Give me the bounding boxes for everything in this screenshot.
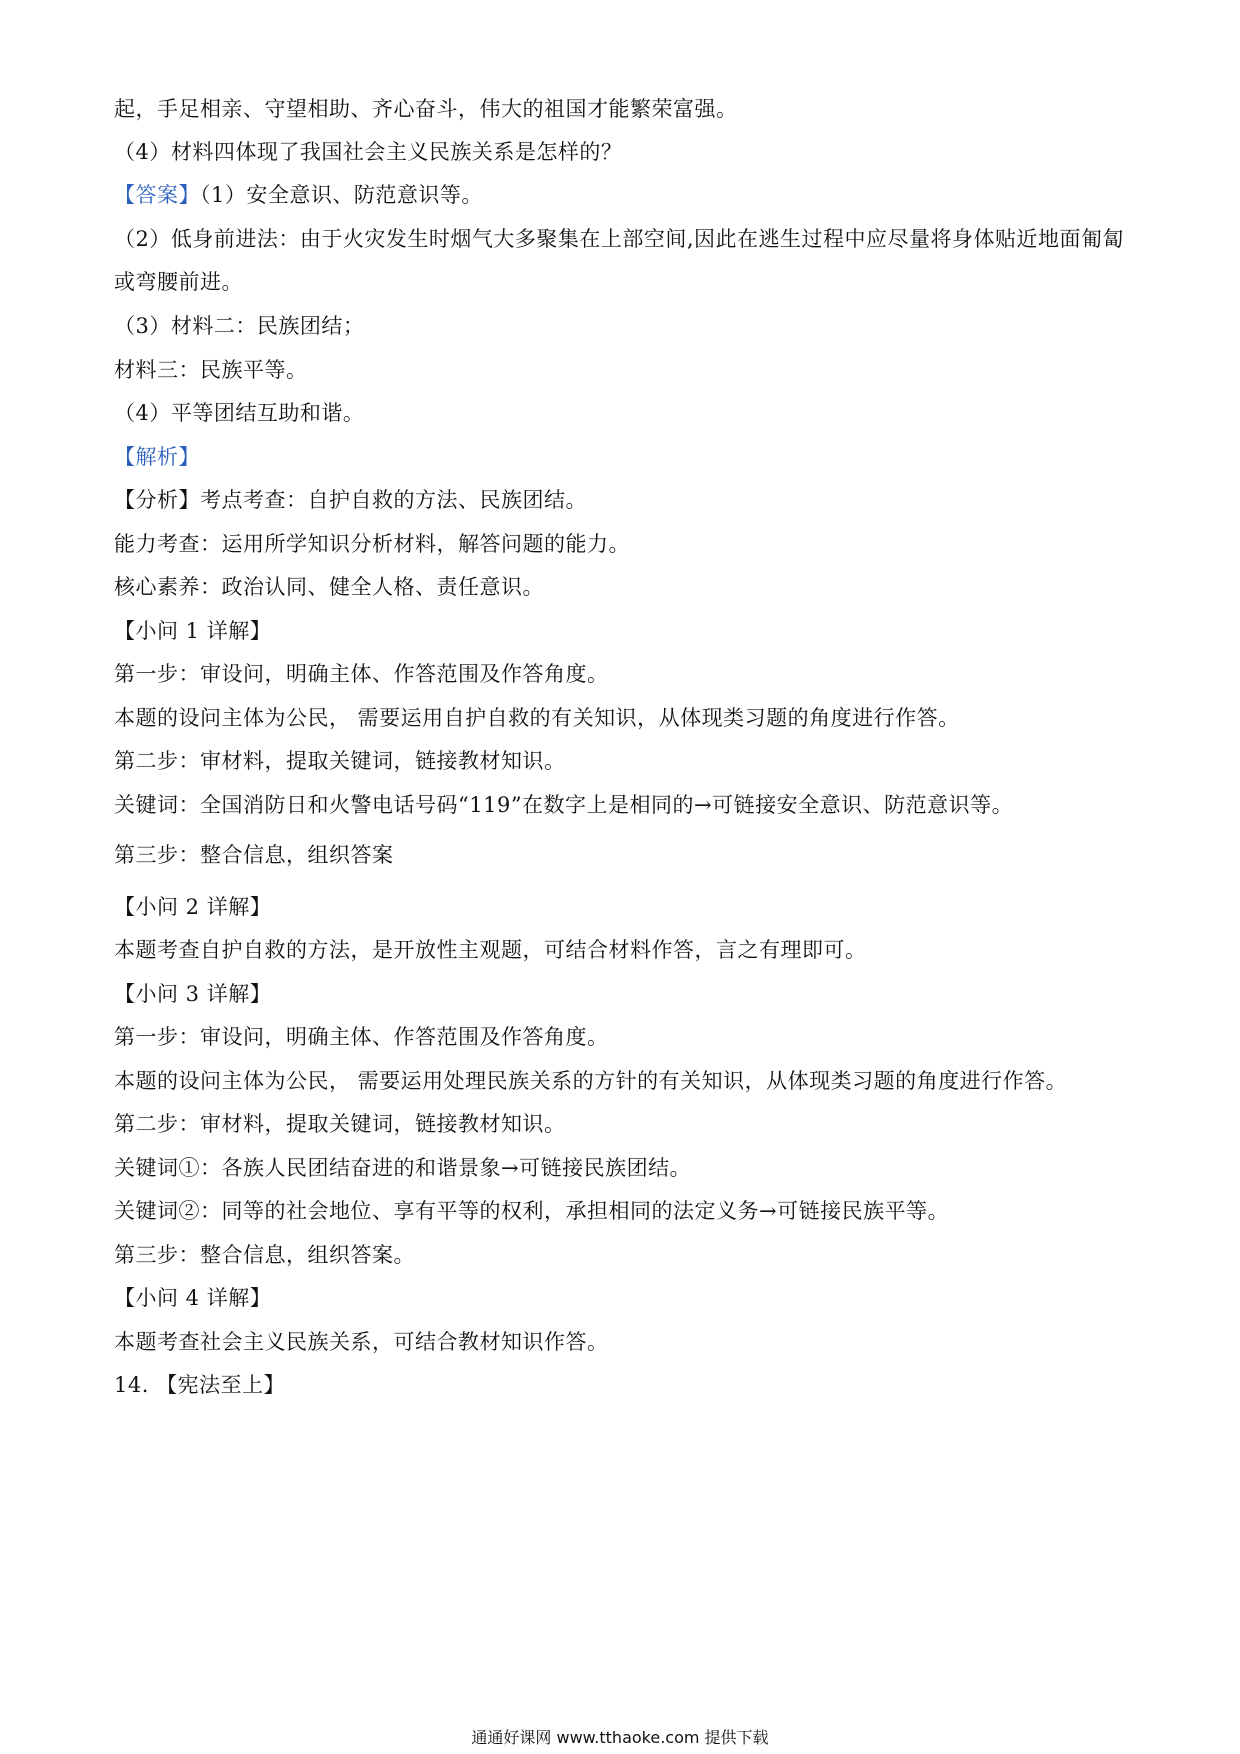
text-line: 第二步：审材料，提取关键词，链接教材知识。 (114, 749, 566, 773)
answer-3: （3）材料二：民族团结； (114, 314, 365, 338)
core-literacy-line: 核心素养：政治认同、健全人格、责任意识。 (114, 575, 544, 599)
text-line: 第二步：审材料，提取关键词，链接教材知识。 (114, 1112, 566, 1136)
answer-4: （4）平等团结互助和谐。 (114, 401, 365, 425)
analysis-line: 【分析】考点考查：自护自救的方法、民族团结。 (114, 488, 587, 512)
question-14-heading: 14. 【宪法至上】 (114, 1373, 286, 1397)
question-4: （4）材料四体现了我国社会主义民族关系是怎样的？ (114, 140, 623, 164)
text-line: 第一步：审设问，明确主体、作答范围及作答角度。 (114, 662, 609, 686)
subquestion-1-heading: 【小问 1 详解】 (114, 619, 272, 643)
answer-label: 【答案】 (114, 183, 200, 207)
text-line: 本题的设问主体为公民， 需要运用自护自救的有关知识，从体现类习题的角度进行作答。 (114, 706, 960, 730)
explanation-label: 【解析】 (114, 445, 200, 469)
subquestion-2-heading: 【小问 2 详解】 (114, 895, 272, 919)
answer-2: （2）低身前进法：由于火灾发生时烟气大多聚集在上部空间,因此在逃生过程中应尽量将身体贴近地面匍匐 (114, 227, 1125, 251)
text-line: 关键词：全国消防日和火警电话号码“119”在数字上是相同的→可链接安全意识、防范意识等。 (114, 793, 1014, 817)
text-line: 关键词②：同等的社会地位、享有平等的权利，承担相同的法定义务→可链接民族平等。 (114, 1199, 950, 1223)
text-line: 起，手足相亲、守望相助、齐心奋斗，伟大的祖国才能繁荣富强。 (114, 97, 738, 121)
answer-line-1 (114, 181, 483, 209)
subquestion-4-heading: 【小问 4 详解】 (114, 1286, 272, 1310)
text-line: 第一步：审设问，明确主体、作答范围及作答角度。 (114, 1025, 609, 1049)
text-line: 本题考查社会主义民族关系，可结合教材知识作答。 (114, 1330, 609, 1354)
text-line: 第三步：整合信息，组织答案。 (114, 1243, 415, 1267)
answer-3-cont: 材料三：民族平等。 (114, 358, 308, 382)
text-line: 关键词①：各族人民团结奋进的和谐景象→可链接民族团结。 (114, 1156, 692, 1180)
text-line: 本题考查自护自救的方法，是开放性主观题，可结合材料作答，言之有理即可。 (114, 938, 867, 962)
answer-2-cont: 或弯腰前进。 (114, 270, 243, 294)
ability-line: 能力考查：运用所学知识分析材料，解答问题的能力。 (114, 532, 630, 556)
text-line: 第三步：整合信息，组织答案 (114, 843, 394, 867)
text-line: 本题的设问主体为公民， 需要运用处理民族关系的方针的有关知识，从体现类习题的角度进行作答。 (114, 1069, 1068, 1093)
subquestion-3-heading: 【小问 3 详解】 (114, 982, 272, 1006)
answer-1: （1）安全意识、防范意识等。 (200, 183, 483, 207)
footer-watermark: 通通好课网 www.tthaoke.com 提供下载 (471, 1728, 769, 1747)
